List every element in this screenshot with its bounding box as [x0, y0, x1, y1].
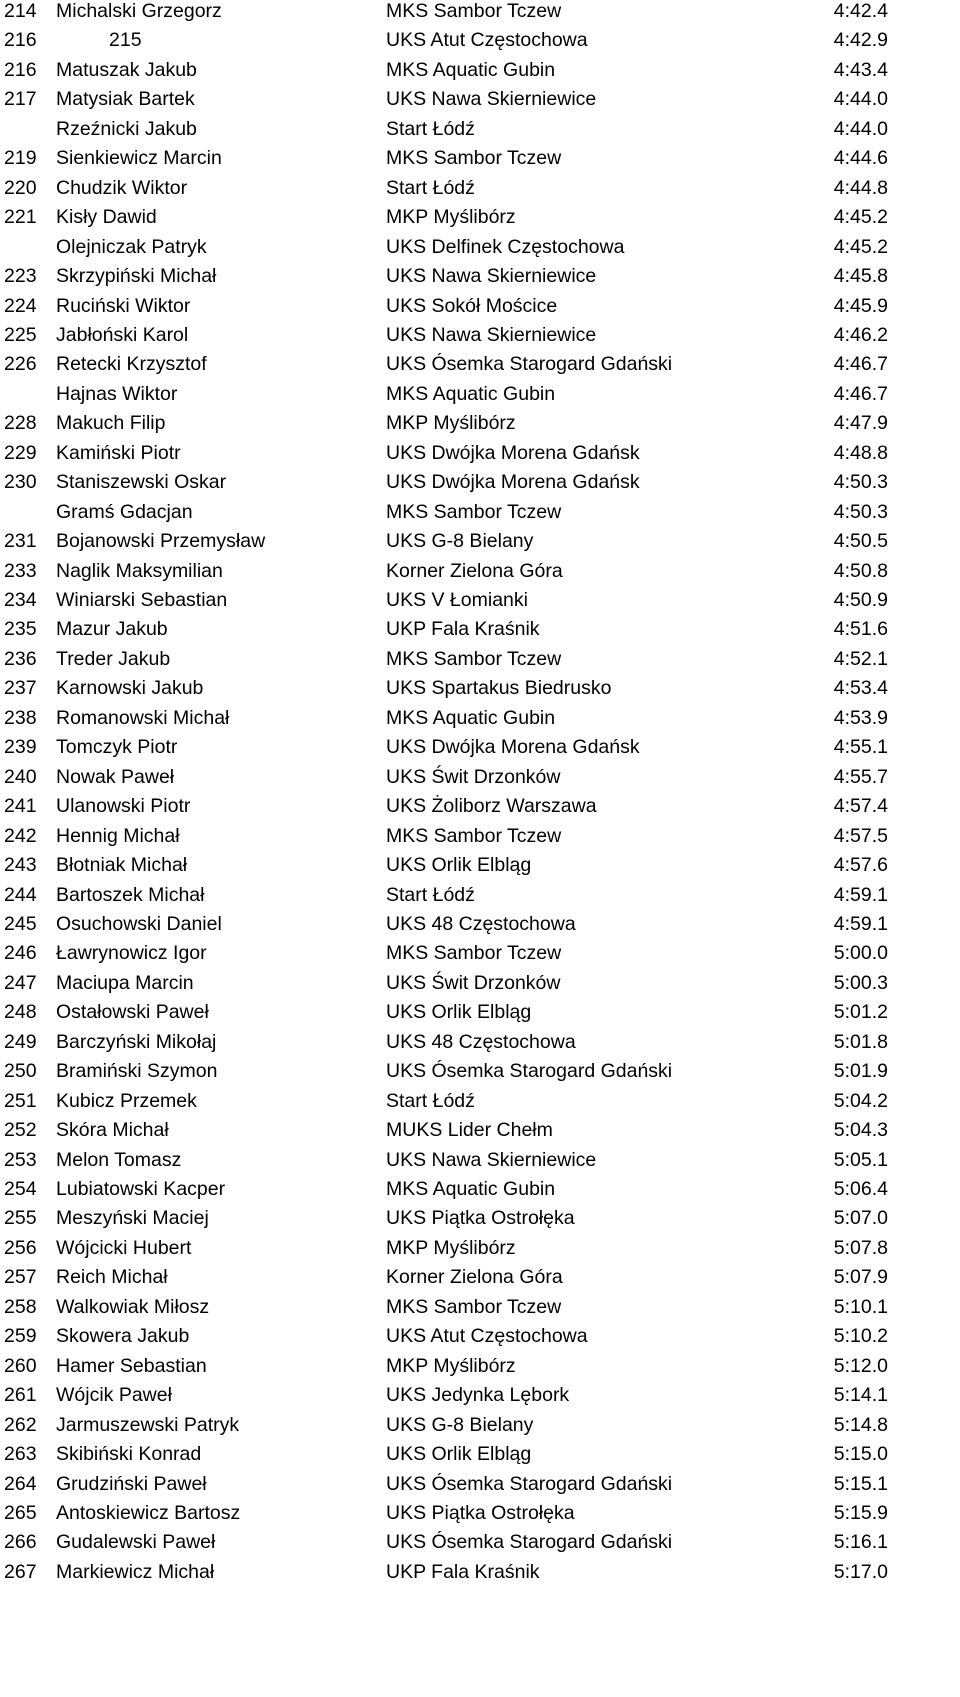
name-cell: Ostałowski Paweł	[56, 1001, 209, 1024]
place-cell: 249	[4, 1030, 37, 1053]
name-cell: Skrzypiński Michał	[56, 265, 217, 288]
time-cell: 5:10.2	[833, 1325, 888, 1348]
time-cell: 4:42.4	[833, 0, 888, 22]
time-cell: 4:48.8	[833, 441, 888, 464]
place-cell: 240	[4, 765, 37, 788]
place-cell: 216	[4, 29, 37, 52]
name-cell: Mazur Jakub	[56, 618, 168, 641]
place-cell: 233	[4, 559, 37, 582]
club-cell: UKS Jedynka Lębork	[386, 1384, 570, 1407]
place-cell: 223	[4, 265, 37, 288]
club-cell: UKS Dwójka Morena Gdańsk	[386, 471, 640, 494]
time-cell: 4:55.1	[833, 736, 888, 759]
place-cell: 234	[4, 589, 37, 611]
name-cell: Michalski Grzegorz	[56, 0, 222, 22]
result-row	[0, 1527, 960, 1557]
result-row	[0, 850, 960, 880]
time-cell: 4:53.4	[833, 677, 888, 700]
place-cell: 239	[4, 736, 37, 759]
time-cell: 4:55.7	[833, 765, 888, 788]
club-cell: UKS V Łomianki	[386, 589, 528, 611]
time-cell: 4:50.3	[833, 471, 888, 494]
result-row	[0, 1410, 960, 1440]
name-cell: Walkowiak Miłosz	[56, 1295, 210, 1318]
place-cell: 263	[4, 1443, 37, 1466]
club-cell: UKS Orlik Elbląg	[386, 1001, 532, 1024]
place-cell: 235	[4, 618, 37, 641]
place-cell: 241	[4, 795, 37, 818]
club-cell: MKP Myślibórz	[386, 1236, 516, 1259]
place-cell: 231	[4, 530, 37, 553]
name-cell: Gudalewski Paweł	[56, 1531, 216, 1554]
club-cell: UKS G-8 Bielany	[386, 1413, 534, 1436]
name-cell: Nowak Paweł	[56, 765, 175, 788]
place-cell: 247	[4, 971, 37, 994]
name-cell: Antoskiewicz Bartosz	[56, 1501, 241, 1524]
club-cell: UKS Żoliborz Warszawa	[386, 795, 597, 818]
time-cell: 4:42.9	[833, 29, 888, 52]
place-cell: 267	[4, 1560, 37, 1583]
name-cell: Ulanowski Piotr	[56, 795, 191, 818]
name-cell: Hamer Sebastian	[56, 1354, 207, 1377]
time-cell: 4:45.9	[833, 294, 888, 317]
place-cell: 229	[4, 441, 37, 464]
place-cell: 260	[4, 1354, 37, 1377]
club-cell: MUKS Lider Chełm	[386, 1119, 553, 1142]
place-cell: 245	[4, 912, 37, 935]
club-cell: MKS Aquatic Gubin	[386, 1178, 556, 1200]
result-row	[0, 143, 960, 173]
result-row	[0, 55, 960, 85]
result-row	[0, 1498, 960, 1528]
place-cell: 265	[4, 1501, 37, 1524]
place-cell: 228	[4, 412, 37, 435]
name-cell: Chudzik Wiktor	[56, 176, 188, 199]
club-cell: MKS Sambor Tczew	[386, 0, 562, 22]
time-cell: 4:57.6	[833, 854, 888, 877]
time-cell: 5:05.1	[833, 1148, 888, 1171]
result-row	[0, 968, 960, 998]
name-cell: Markiewicz Michał	[56, 1560, 215, 1583]
club-cell: Start Łódź	[386, 117, 475, 140]
result-row	[0, 173, 960, 203]
club-cell: MKP Myślibórz	[386, 1354, 516, 1377]
place-cell: 256	[4, 1236, 37, 1259]
time-cell: 4:50.3	[833, 500, 888, 523]
result-row	[0, 1262, 960, 1292]
place-cell: 259	[4, 1325, 37, 1348]
name-cell: Błotniak Michał	[56, 854, 188, 877]
name-cell: Barczyński Mikołaj	[56, 1030, 217, 1053]
name-cell: Naglik Maksymilian	[56, 559, 223, 582]
result-row	[0, 938, 960, 968]
place-cell: 264	[4, 1472, 37, 1495]
result-row	[0, 1321, 960, 1351]
name-cell: Olejniczak Patryk	[56, 235, 207, 258]
name-cell: Kubicz Przemek	[56, 1089, 197, 1112]
result-row	[0, 732, 960, 762]
club-cell: MKP Myślibórz	[386, 412, 516, 435]
club-cell: UKS Piątka Ostrołęka	[386, 1207, 575, 1230]
club-cell: UKS Ósemka Starogard Gdański	[386, 1060, 673, 1083]
club-cell: UKS Świt Drzonków	[386, 971, 561, 994]
club-cell: MKS Aquatic Gubin	[386, 382, 556, 405]
club-cell: UKS Orlik Elbląg	[386, 854, 532, 877]
result-row	[0, 1557, 960, 1587]
place-cell: 242	[4, 824, 37, 847]
name-cell: Reich Michał	[56, 1266, 168, 1289]
club-cell: UKS Atut Częstochowa	[386, 1325, 588, 1348]
time-cell: 5:15.1	[833, 1472, 888, 1495]
result-row	[0, 320, 960, 350]
place-cell: 238	[4, 706, 37, 729]
club-cell: UKS Nawa Skierniewice	[386, 1148, 597, 1171]
name-cell: Rzeźnicki Jakub	[56, 117, 197, 140]
time-cell: 4:57.4	[833, 795, 888, 818]
place-cell: 244	[4, 883, 37, 906]
place-cell: 214	[4, 0, 37, 22]
club-cell: UKS G-8 Bielany	[386, 530, 534, 553]
result-row	[0, 1056, 960, 1086]
time-cell: 4:44.6	[833, 147, 888, 170]
result-row	[0, 1027, 960, 1057]
time-cell: 4:51.6	[833, 618, 888, 641]
time-cell: 4:50.5	[833, 530, 888, 553]
place-cell: 261	[4, 1384, 37, 1407]
place-cell: 219	[4, 147, 37, 170]
result-row	[0, 673, 960, 703]
result-row	[0, 880, 960, 910]
place-cell: 217	[4, 88, 37, 111]
time-cell: 4:52.1	[833, 647, 888, 670]
name-cell: Osuchowski Daniel	[56, 912, 222, 935]
club-cell: Korner Zielona Góra	[386, 559, 563, 582]
name-cell: Melon Tomasz	[56, 1148, 182, 1171]
time-cell: 4:50.8	[833, 559, 888, 582]
name-cell: Bojanowski Przemysław	[56, 530, 266, 553]
time-cell: 5:01.9	[833, 1060, 888, 1083]
result-row	[0, 1174, 960, 1204]
time-cell: 4:47.9	[833, 412, 888, 435]
result-row	[0, 291, 960, 321]
club-cell: UKS Dwójka Morena Gdańsk	[386, 441, 640, 464]
result-row	[0, 25, 960, 55]
time-cell: 4:46.7	[833, 353, 888, 376]
time-cell: 5:00.0	[833, 942, 888, 965]
club-cell: MKS Aquatic Gubin	[386, 58, 556, 81]
name-cell: Sienkiewicz Marcin	[56, 147, 222, 170]
name-cell: Bartoszek Michał	[56, 883, 205, 906]
name-cell: Retecki Krzysztof	[56, 353, 207, 376]
name-cell: 215	[109, 29, 142, 52]
time-cell: 4:59.1	[833, 883, 888, 906]
result-row	[0, 909, 960, 939]
time-cell: 4:45.2	[833, 235, 888, 258]
result-row	[0, 703, 960, 733]
club-cell: UKS Spartakus Biedrusko	[386, 677, 612, 700]
club-cell: UKS Sokół Mościce	[386, 294, 558, 317]
place-cell: 253	[4, 1148, 37, 1171]
place-cell: 251	[4, 1089, 37, 1112]
time-cell: 5:07.0	[833, 1207, 888, 1230]
club-cell: UKS Atut Częstochowa	[386, 29, 588, 52]
time-cell: 4:45.2	[833, 206, 888, 229]
club-cell: MKS Sambor Tczew	[386, 147, 562, 170]
club-cell: UKS Piątka Ostrołęka	[386, 1501, 575, 1524]
name-cell: Meszyński Maciej	[56, 1207, 209, 1230]
result-row	[0, 1233, 960, 1263]
name-cell: Hennig Michał	[56, 824, 180, 847]
result-row	[0, 791, 960, 821]
result-row	[0, 261, 960, 291]
result-row	[0, 556, 960, 586]
result-row	[0, 762, 960, 792]
result-row	[0, 585, 960, 615]
result-row	[0, 1469, 960, 1499]
club-cell: UKS 48 Częstochowa	[386, 1030, 576, 1053]
result-row	[0, 232, 960, 262]
club-cell: UKP Fala Kraśnik	[386, 618, 540, 641]
time-cell: 4:59.1	[833, 912, 888, 935]
time-cell: 5:04.2	[833, 1089, 888, 1112]
result-row	[0, 644, 960, 674]
time-cell: 4:46.2	[833, 323, 888, 346]
place-cell: 220	[4, 176, 37, 199]
result-row	[0, 202, 960, 232]
result-row	[0, 0, 960, 26]
time-cell: 5:07.9	[833, 1266, 888, 1289]
result-row	[0, 1203, 960, 1233]
result-row	[0, 1292, 960, 1322]
place-cell: 225	[4, 323, 37, 346]
club-cell: MKS Aquatic Gubin	[386, 706, 556, 729]
place-cell: 243	[4, 854, 37, 877]
time-cell: 5:12.0	[833, 1354, 888, 1377]
club-cell: UKS Nawa Skierniewice	[386, 323, 597, 346]
name-cell: Bramiński Szymon	[56, 1060, 218, 1083]
time-cell: 4:44.8	[833, 176, 888, 199]
place-cell: 252	[4, 1119, 37, 1142]
club-cell: UKS Orlik Elbląg	[386, 1443, 532, 1466]
time-cell: 4:43.4	[833, 58, 888, 81]
name-cell: Skóra Michał	[56, 1119, 169, 1142]
club-cell: UKS Dwójka Morena Gdańsk	[386, 736, 640, 759]
club-cell: UKS Nawa Skierniewice	[386, 88, 597, 111]
club-cell: UKS Delfinek Częstochowa	[386, 235, 625, 258]
club-cell: MKS Sambor Tczew	[386, 824, 562, 847]
club-cell: MKS Sambor Tczew	[386, 942, 562, 965]
name-cell: Grudziński Paweł	[56, 1472, 207, 1495]
time-cell: 5:01.2	[833, 1001, 888, 1024]
name-cell: Matuszak Jakub	[56, 58, 197, 81]
time-cell: 5:00.3	[833, 971, 888, 994]
place-cell: 250	[4, 1060, 37, 1083]
place-cell: 246	[4, 942, 37, 965]
result-row	[0, 1380, 960, 1410]
club-cell: MKS Sambor Tczew	[386, 647, 562, 670]
time-cell: 5:16.1	[833, 1531, 888, 1554]
result-row	[0, 997, 960, 1027]
time-cell: 4:53.9	[833, 706, 888, 729]
result-row	[0, 526, 960, 556]
club-cell: UKS Ósemka Starogard Gdański	[386, 1531, 673, 1554]
name-cell: Wójcicki Hubert	[56, 1236, 192, 1259]
place-cell: 262	[4, 1413, 37, 1436]
result-row	[0, 1115, 960, 1145]
name-cell: Lubiatowski Kacper	[56, 1178, 226, 1200]
time-cell: 5:04.3	[833, 1119, 888, 1142]
result-row	[0, 114, 960, 144]
result-row	[0, 1351, 960, 1381]
result-row	[0, 1439, 960, 1469]
place-cell: 226	[4, 353, 37, 376]
name-cell: Romanowski Michał	[56, 706, 230, 729]
club-cell: UKP Fala Kraśnik	[386, 1560, 540, 1583]
club-cell: Start Łódź	[386, 176, 475, 199]
time-cell: 4:50.9	[833, 589, 888, 611]
time-cell: 5:14.1	[833, 1384, 888, 1407]
result-row	[0, 614, 960, 644]
time-cell: 4:44.0	[833, 117, 888, 140]
name-cell: Treder Jakub	[56, 647, 171, 670]
club-cell: Start Łódź	[386, 883, 475, 906]
name-cell: Maciupa Marcin	[56, 971, 194, 994]
time-cell: 5:14.8	[833, 1413, 888, 1436]
place-cell: 257	[4, 1266, 37, 1289]
name-cell: Ławrynowicz Igor	[56, 942, 207, 965]
place-cell: 216	[4, 58, 37, 81]
result-row	[0, 497, 960, 527]
name-cell: Gramś Gdacjan	[56, 500, 193, 523]
place-cell: 255	[4, 1207, 37, 1230]
name-cell: Kamiński Piotr	[56, 441, 181, 464]
time-cell: 5:15.9	[833, 1501, 888, 1524]
name-cell: Winiarski Sebastian	[56, 589, 228, 611]
place-cell: 258	[4, 1295, 37, 1318]
place-cell: 236	[4, 647, 37, 670]
result-row	[0, 1086, 960, 1116]
place-cell: 221	[4, 206, 37, 229]
name-cell: Staniszewski Oskar	[56, 471, 227, 494]
name-cell: Hajnas Wiktor	[56, 382, 178, 405]
club-cell: MKS Sambor Tczew	[386, 500, 562, 523]
time-cell: 4:46.7	[833, 382, 888, 405]
time-cell: 5:10.1	[833, 1295, 888, 1318]
place-cell: 254	[4, 1178, 37, 1200]
time-cell: 5:15.0	[833, 1443, 888, 1466]
name-cell: Skibiński Konrad	[56, 1443, 202, 1466]
name-cell: Matysiak Bartek	[56, 88, 195, 111]
club-cell: UKS Ósemka Starogard Gdański	[386, 1472, 673, 1495]
club-cell: Korner Zielona Góra	[386, 1266, 563, 1289]
time-cell: 4:45.8	[833, 265, 888, 288]
name-cell: Jarmuszewski Patryk	[56, 1413, 240, 1436]
time-cell: 5:07.8	[833, 1236, 888, 1259]
result-row	[0, 467, 960, 497]
result-row	[0, 84, 960, 114]
time-cell: 5:01.8	[833, 1030, 888, 1053]
club-cell: UKS Nawa Skierniewice	[386, 265, 597, 288]
time-cell: 4:44.0	[833, 88, 888, 111]
club-cell: UKS Świt Drzonków	[386, 765, 561, 788]
place-cell: 237	[4, 677, 37, 700]
place-cell: 266	[4, 1531, 37, 1554]
club-cell: MKS Sambor Tczew	[386, 1295, 562, 1318]
result-row	[0, 408, 960, 438]
time-cell: 5:06.4	[833, 1178, 888, 1200]
place-cell: 230	[4, 471, 37, 494]
result-row	[0, 379, 960, 409]
club-cell: MKP Myślibórz	[386, 206, 516, 229]
name-cell: Skowera Jakub	[56, 1325, 190, 1348]
club-cell: Start Łódź	[386, 1089, 475, 1112]
place-cell: 224	[4, 294, 37, 317]
club-cell: UKS 48 Częstochowa	[386, 912, 576, 935]
result-row	[0, 349, 960, 379]
place-cell: 248	[4, 1001, 37, 1024]
result-row	[0, 1145, 960, 1175]
result-row	[0, 438, 960, 468]
name-cell: Jabłoński Karol	[56, 323, 189, 346]
result-row	[0, 821, 960, 851]
name-cell: Ruciński Wiktor	[56, 294, 191, 317]
name-cell: Karnowski Jakub	[56, 677, 204, 700]
name-cell: Tomczyk Piotr	[56, 736, 178, 759]
time-cell: 4:57.5	[833, 824, 888, 847]
name-cell: Makuch Filip	[56, 412, 166, 435]
club-cell: UKS Ósemka Starogard Gdański	[386, 353, 673, 376]
time-cell: 5:17.0	[833, 1560, 888, 1583]
name-cell: Kisły Dawid	[56, 206, 157, 229]
name-cell: Wójcik Paweł	[56, 1384, 172, 1407]
